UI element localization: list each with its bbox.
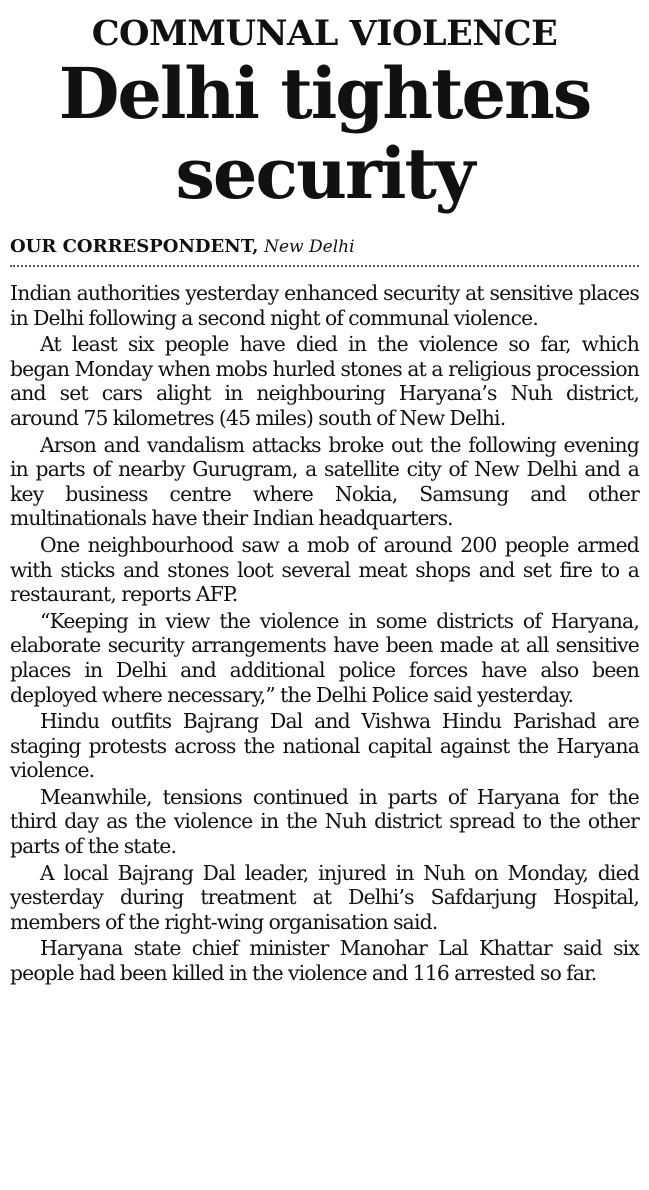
headline-line-1: Delhi tightens xyxy=(58,52,591,135)
article-body xyxy=(10,281,639,986)
paragraph: One neighbourhood saw a mob of around 200 people armed with sticks and stones loot several meat shops and set fire to a restaurant, reports AFP. xyxy=(10,532,639,607)
news-article xyxy=(10,14,639,988)
headline-line-2: security xyxy=(175,132,474,215)
byline-location: New Delhi xyxy=(264,237,355,257)
byline xyxy=(10,236,639,258)
paragraph: A local Bajrang Dal leader, injured in Nuh on Monday, died yesterday during treatment at Delhi’s Safdarjung Hospital, members of the right-wing organisation said. xyxy=(10,860,639,934)
byline-author: OUR CORRESPONDENT, xyxy=(10,236,259,257)
paragraph: At least six people have died in the violence so far, which began Monday when mobs hurled stones at a religious procession and set cars alight in neighbouring Haryana’s Nuh district, around 75 kilometres (45 miles) south of New Delhi. xyxy=(10,332,639,430)
paragraph: Indian authorities yesterday enhanced security at sensitive places in Delhi following a second night of communal violence. xyxy=(10,281,639,330)
kicker-heading: COMMUNAL VIOLENCE xyxy=(91,13,558,54)
headline xyxy=(10,54,639,214)
paragraph: “Keeping in view the violence in some districts of Haryana, elaborate security arrangements have been made at all sensitive places in Delhi and additional police forces have also been deployed where necessary,” the Delhi Police said yesterday. xyxy=(10,608,639,707)
paragraph: Arson and vandalism attacks broke out the following evening in parts of nearby Gurugram, a satellite city of New Delhi and a key business centre where Nokia, Samsung and other multinationals have their Indian headquarters. xyxy=(10,432,639,531)
dotted-divider xyxy=(10,265,639,267)
paragraph: Meanwhile, tensions continued in parts of Haryana for the third day as the violence in the Nuh district spread to the other parts of the state. xyxy=(10,784,639,859)
paragraph: Hindu outfits Bajrang Dal and Vishwa Hindu Parishad are staging protests across the national capital against the Haryana violence. xyxy=(10,709,639,783)
paragraph: Haryana state chief minister Manohar Lal Khattar said six people had been killed in the violence and 116 arrested so far. xyxy=(10,936,639,986)
